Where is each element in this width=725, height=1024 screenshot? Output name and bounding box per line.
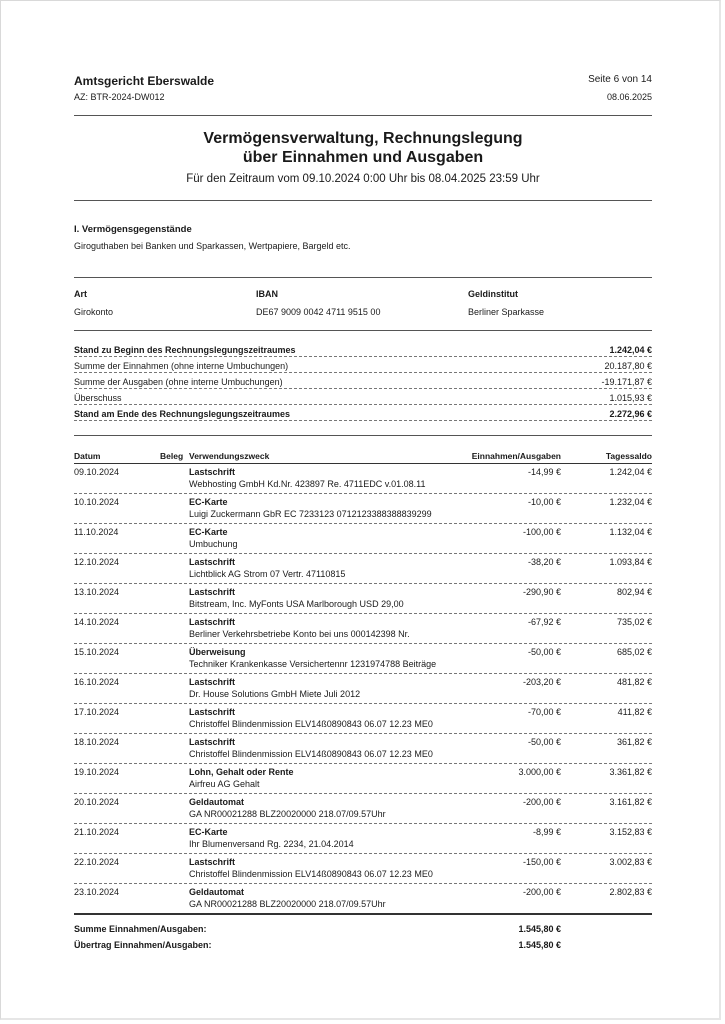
row-description: GA NR00021288 BLZ20020000 218.07/09.57Uhr bbox=[189, 809, 386, 819]
row-balance: 685,02 € bbox=[616, 647, 652, 657]
row-date: 11.10.2024 bbox=[74, 527, 119, 537]
bank-header: Geldinstitut bbox=[468, 289, 518, 299]
row-type: Lastschrift bbox=[189, 857, 236, 867]
row-date: 23.10.2024 bbox=[74, 887, 120, 897]
table-row bbox=[74, 703, 652, 734]
row-amount: -8,99 € bbox=[532, 827, 561, 837]
row-description: GA NR00021288 BLZ20020000 218.07/09.57Uhr bbox=[189, 899, 386, 909]
table-row bbox=[74, 493, 652, 524]
row-type: Lastschrift bbox=[189, 587, 236, 597]
col-header-date: Datum bbox=[74, 451, 101, 461]
row-description: Lichtblick AG Strom 07 Vertr. 47110815 bbox=[189, 569, 346, 579]
row-description: Webhosting GmbH Kd.Nr. 423897 Re. 4711EDC v.01.08.11 bbox=[189, 479, 426, 489]
row-balance: 3.152,83 € bbox=[609, 827, 652, 837]
iban-value: DE67 9009 0042 4711 9515 00 bbox=[256, 307, 381, 317]
table-row bbox=[74, 613, 652, 644]
row-amount: -150,00 € bbox=[522, 857, 561, 867]
row-amount: -38,20 € bbox=[527, 557, 561, 567]
table-row bbox=[74, 733, 652, 764]
row-amount: -203,20 € bbox=[522, 677, 561, 687]
row-type: Überweisung bbox=[189, 647, 246, 657]
total-row bbox=[74, 924, 652, 938]
row-description: Christoffel Blindenmission ELV14ß0890843 06.07 12.23 ME0 bbox=[189, 869, 433, 879]
row-balance: 735,02 € bbox=[616, 617, 652, 627]
row-balance: 481,82 € bbox=[616, 677, 652, 687]
summary-row-income bbox=[74, 356, 652, 373]
account-type-value: Girokonto bbox=[74, 307, 114, 317]
total-label: Summe Einnahmen/Ausgaben: bbox=[74, 924, 207, 934]
row-balance: 2.802,83 € bbox=[609, 887, 652, 897]
row-date: 15.10.2024 bbox=[74, 647, 120, 657]
period-text: Für den Zeitraum vom 09.10.2024 0:00 Uhr bis 08.04.2025 23:59 Uhr bbox=[186, 173, 540, 185]
case-number: AZ: BTR-2024-DW012 bbox=[74, 92, 165, 102]
account-divider bbox=[74, 330, 652, 331]
document-title bbox=[74, 129, 652, 167]
row-date: 16.10.2024 bbox=[74, 677, 120, 687]
row-type: Lastschrift bbox=[189, 617, 236, 627]
row-balance: 802,94 € bbox=[616, 587, 652, 597]
row-balance: 1.242,04 € bbox=[609, 467, 652, 477]
row-balance: 1.132,04 € bbox=[609, 527, 652, 537]
summary-value: 1.242,04 € bbox=[609, 345, 652, 355]
bank-value: Berliner Sparkasse bbox=[468, 307, 545, 317]
summary-label: Stand zu Beginn des Rechnungslegungszeitraumes bbox=[74, 345, 296, 355]
summary-row-end bbox=[74, 404, 652, 421]
row-description: Luigi Zuckermann GbR EC 7233123 0712123388388839299 bbox=[189, 509, 432, 519]
row-amount: -14,99 € bbox=[527, 467, 561, 477]
row-date: 12.10.2024 bbox=[74, 557, 120, 567]
row-type: EC-Karte bbox=[189, 827, 228, 837]
row-description: Umbuchung bbox=[189, 539, 238, 549]
row-date: 14.10.2024 bbox=[74, 617, 120, 627]
row-amount: -50,00 € bbox=[527, 737, 561, 747]
summary-label: Überschuss bbox=[74, 393, 122, 403]
row-balance: 3.161,82 € bbox=[609, 797, 652, 807]
row-balance: 3.002,83 € bbox=[609, 857, 652, 867]
carryover-row bbox=[74, 940, 652, 954]
row-balance: 1.232,04 € bbox=[609, 497, 652, 507]
table-row bbox=[74, 883, 652, 915]
carryover-label: Übertrag Einnahmen/Ausgaben: bbox=[74, 940, 212, 950]
row-type: EC-Karte bbox=[189, 497, 228, 507]
row-description: Christoffel Blindenmission ELV14ß0890843 06.07 12.23 ME0 bbox=[189, 749, 433, 759]
header-divider bbox=[74, 115, 652, 116]
row-date: 20.10.2024 bbox=[74, 797, 120, 807]
table-header bbox=[74, 451, 652, 463]
summary-label: Summe der Einnahmen (ohne interne Umbuchungen) bbox=[74, 361, 289, 371]
summary-value: 2.272,96 € bbox=[609, 409, 652, 419]
row-amount: -50,00 € bbox=[527, 647, 561, 657]
row-date: 18.10.2024 bbox=[74, 737, 120, 747]
section-title: I. Vermögensgegenstände bbox=[74, 224, 192, 235]
table-row bbox=[74, 673, 652, 704]
summary-row-surplus bbox=[74, 388, 652, 405]
row-description: Dr. House Solutions GmbH Miete Juli 2012 bbox=[189, 689, 361, 699]
summary-label: Stand am Ende des Rechnungslegungszeitraumes bbox=[74, 409, 291, 419]
table-row bbox=[74, 553, 652, 584]
summary-label: Summe der Ausgaben (ohne interne Umbuchungen) bbox=[74, 377, 283, 387]
row-type: Lohn, Gehalt oder Rente bbox=[189, 767, 294, 777]
table-row bbox=[74, 523, 652, 554]
row-type: Lastschrift bbox=[189, 737, 236, 747]
summary-value: 1.015,93 € bbox=[609, 393, 652, 403]
row-amount: -200,00 € bbox=[522, 887, 561, 897]
iban-header: IBAN bbox=[256, 289, 278, 299]
row-description: Bitstream, Inc. MyFonts USA Marlborough USD 29,00 bbox=[189, 599, 404, 609]
row-description: Airfreu AG Gehalt bbox=[189, 779, 260, 789]
title-divider bbox=[74, 200, 652, 201]
account-type-header: Art bbox=[74, 289, 87, 299]
col-header-purpose: Verwendungszweck bbox=[189, 451, 270, 461]
page-header bbox=[74, 74, 652, 108]
row-type: Lastschrift bbox=[189, 467, 236, 477]
section-subtitle: Giroguthaben bei Banken und Sparkassen, Wertpapiere, Bargeld etc. bbox=[74, 241, 351, 251]
row-amount: -100,00 € bbox=[522, 527, 561, 537]
row-date: 19.10.2024 bbox=[74, 767, 120, 777]
row-amount: -200,00 € bbox=[522, 797, 561, 807]
table-row bbox=[74, 643, 652, 674]
summary-value: 20.187,80 € bbox=[604, 361, 652, 371]
row-date: 13.10.2024 bbox=[74, 587, 120, 597]
row-description: Christoffel Blindenmission ELV14ß0890843 06.07 12.23 ME0 bbox=[189, 719, 433, 729]
row-date: 17.10.2024 bbox=[74, 707, 120, 717]
summary-divider bbox=[74, 435, 652, 436]
row-type: EC-Karte bbox=[189, 527, 228, 537]
table-row bbox=[74, 853, 652, 884]
row-amount: -10,00 € bbox=[527, 497, 561, 507]
row-type: Geldautomat bbox=[189, 887, 245, 897]
row-description: Berliner Verkehrsbetriebe Konto bei uns 000142398 Nr. bbox=[189, 629, 410, 639]
table-row bbox=[74, 583, 652, 614]
row-date: 10.10.2024 bbox=[74, 497, 120, 507]
row-description: Ihr Blumenversand Rg. 2234, 21.04.2014 bbox=[189, 839, 354, 849]
title-line-2: über Einnahmen und Ausgaben bbox=[242, 149, 484, 166]
summary-value: -19.171,87 € bbox=[601, 377, 652, 387]
row-date: 21.10.2024 bbox=[74, 827, 120, 837]
col-header-balance: Tagessaldo bbox=[605, 451, 652, 461]
table-row bbox=[74, 763, 652, 794]
table-row bbox=[74, 823, 652, 854]
summary-row-expenses bbox=[74, 372, 652, 389]
row-description: Techniker Krankenkasse Versichertennr 1231974788 Beiträge bbox=[189, 659, 437, 669]
row-date: 22.10.2024 bbox=[74, 857, 120, 867]
col-header-receipt: Beleg bbox=[160, 451, 184, 461]
document-date: 08.06.2025 bbox=[606, 92, 652, 102]
row-date: 09.10.2024 bbox=[74, 467, 120, 477]
row-type: Lastschrift bbox=[189, 707, 236, 717]
row-type: Lastschrift bbox=[189, 677, 236, 687]
row-balance: 1.093,84 € bbox=[609, 557, 652, 567]
row-amount: -290,90 € bbox=[522, 587, 561, 597]
table-row bbox=[74, 793, 652, 824]
page-number: Seite 6 von 14 bbox=[588, 74, 652, 85]
row-amount: -70,00 € bbox=[527, 707, 561, 717]
summary-row-start bbox=[74, 340, 652, 357]
carryover-value: 1.545,80 € bbox=[518, 940, 561, 950]
title-line-1: Vermögensverwaltung, Rechnungslegung bbox=[203, 130, 523, 147]
table-row bbox=[74, 463, 652, 494]
row-balance: 361,82 € bbox=[616, 737, 652, 747]
col-header-amount: Einnahmen/Ausgaben bbox=[471, 451, 561, 461]
row-type: Lastschrift bbox=[189, 557, 236, 567]
total-value: 1.545,80 € bbox=[518, 924, 561, 934]
row-amount: 3.000,00 € bbox=[518, 767, 561, 777]
section-divider bbox=[74, 277, 652, 278]
row-amount: -67,92 € bbox=[527, 617, 561, 627]
row-type: Geldautomat bbox=[189, 797, 245, 807]
court-name: Amtsgericht Eberswalde bbox=[74, 74, 215, 88]
row-balance: 411,82 € bbox=[617, 707, 652, 717]
row-balance: 3.361,82 € bbox=[609, 767, 652, 777]
